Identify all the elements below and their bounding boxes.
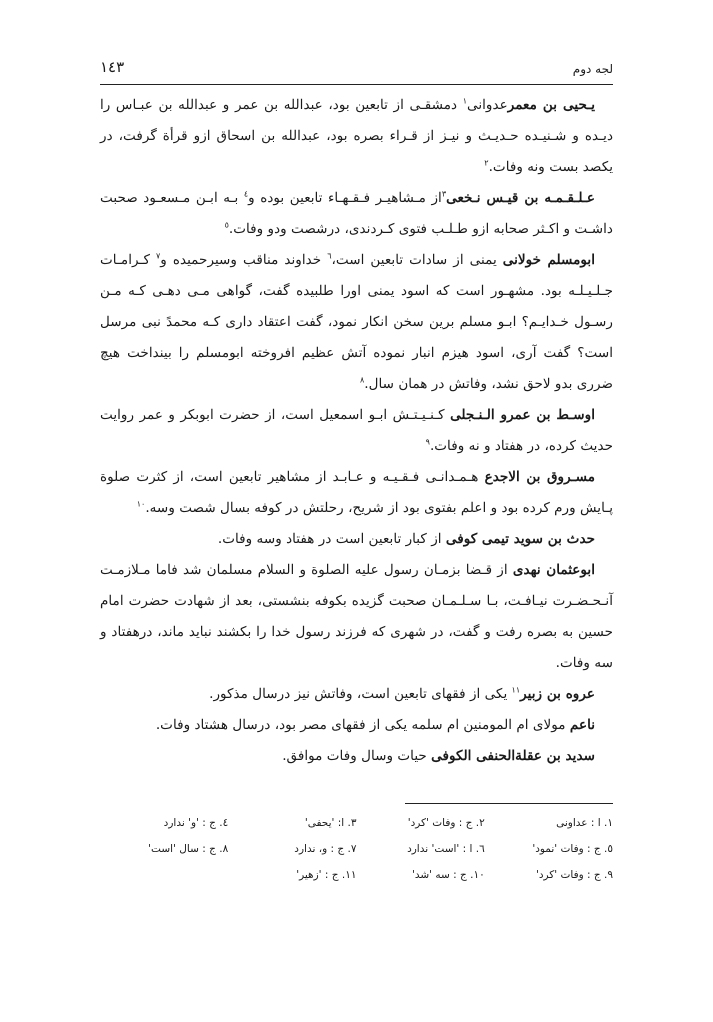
footnote: ٢. ج : وفات 'کرد'	[407, 817, 485, 829]
footnote: ٤. ج : 'و' ندارد	[163, 817, 229, 829]
footnote-row	[100, 862, 613, 888]
footnote: ٥. ج : وفات 'نمود'	[532, 843, 613, 855]
note-ref: ٧	[155, 251, 161, 261]
entry-text: خداوند مناقب وسیرحمیده و	[160, 252, 328, 268]
entry-name: ابوعثمان نهدی	[512, 562, 595, 578]
entry-name: سدید بن عقلةالحنفی الکوفی	[431, 748, 595, 764]
note-ref: ٢	[484, 158, 489, 168]
entry-paragraph	[100, 741, 613, 772]
entry-text: مولای ام المومنین ام سلمه یکی از فقهای مصر بود، درسال هشتاد وفات.	[155, 717, 570, 733]
note-ref: ١	[462, 96, 467, 106]
entry-name: حدث بن سوید تیمی کوفی	[445, 531, 595, 547]
entry-text: بـه ابـن مـسعـود صحبت داشـت و اکـثر صحابه ازو طـلـب فتوی کـردندی، درشصت ودو وفات.	[100, 190, 613, 237]
note-ref: ٤	[243, 189, 249, 199]
footnote: ٦. ا : 'است' ندارد	[407, 843, 485, 855]
footnote: ١. ا : عداونی	[556, 817, 613, 829]
entry-name: ناعم	[569, 717, 595, 733]
footnote: ٨. ج : سال 'است'	[148, 843, 229, 855]
entry-paragraph	[100, 462, 613, 524]
footnote: ٩. ج : وفات 'کرد'	[535, 869, 613, 881]
entry-paragraph	[100, 679, 613, 710]
note-ref: ٦	[327, 251, 332, 261]
note-ref: ١٠	[136, 499, 146, 509]
footnotes	[100, 810, 613, 888]
entry-paragraph	[100, 524, 613, 555]
footnote: ١١. ج : 'زهیر'	[296, 869, 357, 881]
entry-name: اوسـط بن عمرو الـنـجلی	[450, 407, 595, 423]
footnote: ٧. ج : و، ندارد	[294, 843, 357, 855]
running-title: لجه دوم	[572, 62, 613, 76]
footnote-row	[100, 810, 613, 836]
entry-name: مسـروق بن الاجدع	[484, 469, 595, 485]
entry-paragraph	[100, 710, 613, 741]
footnote: ٣. ا: 'یحفی'	[304, 817, 357, 829]
entry-paragraph	[100, 245, 613, 400]
page-number: ١٤٣	[100, 58, 125, 76]
entry-paragraph	[100, 555, 613, 679]
note-ref: ٨	[359, 375, 365, 385]
note-ref: ٣	[441, 189, 447, 199]
entry-text: هـمـدانـی فـقـیـه و عـابـد از مشاهیر تابعین است، از کثرت صلوة پـایش ورم کرده بود و اعلم بفتوی بود از شریح، رحلتش در کوفه بسال شصت وسه.	[100, 469, 613, 516]
entry-name: یـحیی بن معمر	[507, 97, 595, 113]
footnote: ١٠. ج : سه 'شد'	[411, 869, 485, 881]
entry-text: از قـضا بزمـان رسول علیه الصلوة و السلام مسلمان شد فاما مـلازمـت آنـحـضـرت نیـافـت، بـا سـلـمـان صحبت گزیده بکوفه بنشستی، بعد از شهادت حضرت امام حسین به بصره رفت و گفت، در شهری که فرزند رسول خدا را بکشند نباید ماند، درهفتاد و سه وفات.	[100, 562, 613, 671]
main-text	[100, 90, 613, 772]
entry-name: عروه بن زبیر	[520, 686, 595, 702]
entry-name: ابومسلم خولانی	[502, 252, 595, 268]
footnote-rule	[405, 803, 613, 804]
entry-text: از مـشاهیـر فـقـهـاء تابعین بوده و	[248, 190, 442, 206]
entry-paragraph	[100, 183, 613, 245]
entry-paragraph	[100, 400, 613, 462]
entry-text: کـرامـات جـلـیـلـه بود. مشهـور است که اسود یمنی اورا طلبیده گفت، گواهی مـی دهـی کـه مـن رسـول خـدایـم؟ ابـو مسلم برین سخن انکار نمود، گفت اعتقاد داری کـه محمدً نبی مرسل است؟ گفت آری، اسود هیزم انبار نموده آتش عظیم افروخته ابومسلم را بینداخت هیچ ضرری بدو لاحق نشد، وفاتش در همان سال.	[100, 252, 613, 392]
note-ref: ١١	[511, 685, 521, 695]
entry-text: دمشقـی از تابعین بود، عبدالله بن عمر و عبدالله بن عبـاس را دیـده و شـنیـده حـدیـث و نیـز از قـراء بصره بود، عبدالله بن اسحاق ازو قرأة گرفت، در یکصد بست ونه وفات.	[100, 97, 613, 175]
entry-text: از کبار تابعین است در هفتاد وسه وفات.	[217, 531, 446, 547]
footnote-row	[100, 836, 613, 862]
entry-name: عـلـقـمـه بن قیـس نـخعی	[446, 190, 595, 206]
entry-text: عدوانی	[466, 97, 508, 113]
entry-text: یمنی از سادات تابعین است،	[331, 252, 503, 268]
page-header	[100, 58, 613, 80]
header-rule	[100, 84, 613, 85]
note-ref: ٥	[224, 220, 229, 230]
entry-text: یکی از فقهای تابعین است، وفاتش نیز درسال مذکور.	[209, 686, 512, 702]
note-ref: ٩	[425, 437, 430, 447]
entry-text: حیات وسال وفات موافق.	[282, 748, 432, 764]
entry-paragraph	[100, 90, 613, 183]
entry-text: کـنـیـتـش ابـو اسمعیل است، از حضرت ابوبکر و عمر روایت حدیث کرده، در هفتاد و نه وفات.	[100, 407, 613, 454]
